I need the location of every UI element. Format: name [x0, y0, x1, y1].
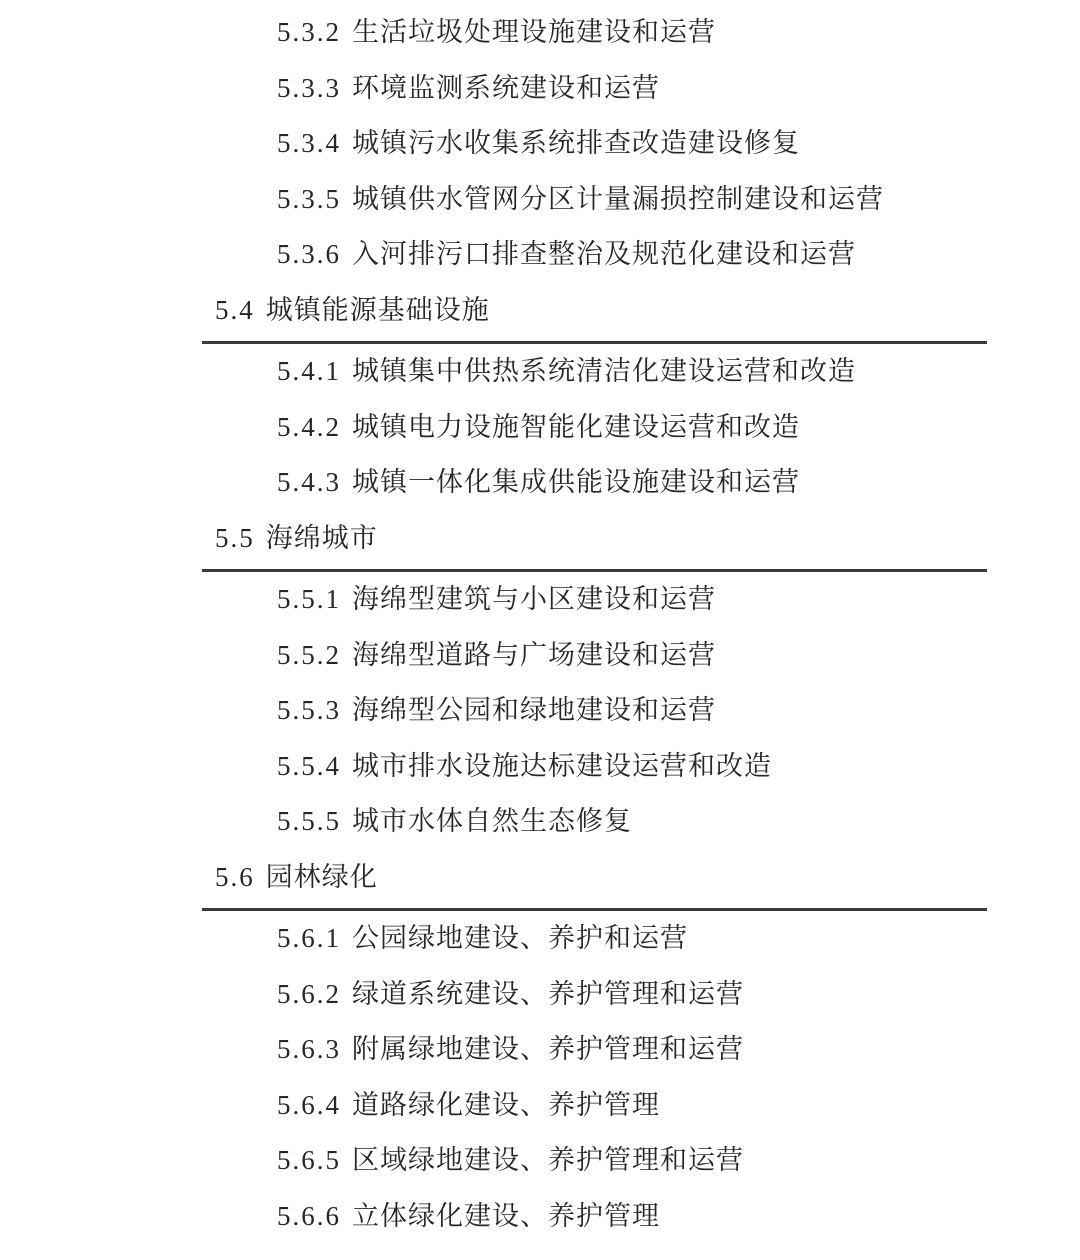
- item-title: 公园绿地建设、养护和运营: [352, 923, 688, 954]
- section-heading-5-4: [0, 283, 1080, 339]
- item-number: 5.5.4: [277, 750, 341, 781]
- item-number: 5.3.3: [277, 72, 341, 103]
- heading-number: 5.4: [215, 294, 255, 325]
- toc-item-5-5-2: [0, 628, 1080, 684]
- item-number: 5.6.5: [277, 1145, 341, 1176]
- item-number: 5.6.3: [277, 1034, 341, 1065]
- item-number: 5.4.2: [277, 411, 341, 442]
- toc-item-5-6-2: [0, 967, 1080, 1023]
- section-heading-5-6: [0, 850, 1080, 906]
- item-title: 绿道系统建设、养护管理和运营: [352, 978, 744, 1009]
- item-number: 5.3.5: [277, 183, 341, 214]
- item-title: 海绵型公园和绿地建设和运营: [352, 695, 716, 726]
- item-title: 环境监测系统建设和运营: [352, 72, 660, 103]
- toc-item-5-6-1: [0, 911, 1080, 967]
- heading-title: 海绵城市: [265, 522, 378, 553]
- item-title: 海绵型建筑与小区建设和运营: [352, 584, 716, 615]
- item-title: 入河排污口排查整治及规范化建设和运营: [352, 239, 856, 270]
- toc-item-5-5-5: [0, 794, 1080, 850]
- item-title: 道路绿化建设、养护管理: [352, 1089, 660, 1120]
- item-title: 区域绿地建设、养护管理和运营: [352, 1145, 744, 1176]
- item-title: 生活垃圾处理设施建设和运营: [352, 17, 716, 48]
- item-number: 5.5.5: [277, 806, 341, 837]
- heading-number: 5.5: [215, 522, 255, 553]
- item-title: 城市排水设施达标建设运营和改造: [352, 750, 772, 781]
- heading-title: 园林绿化: [265, 861, 378, 892]
- toc-item-5-4-3: [0, 455, 1080, 511]
- toc-item-5-6-5: [0, 1133, 1080, 1189]
- item-title: 城镇污水收集系统排查改造建设修复: [352, 128, 800, 159]
- item-number: 5.3.2: [277, 17, 341, 48]
- toc-item-5-6-6: [0, 1189, 1080, 1245]
- toc-item-5-4-1: [0, 344, 1080, 400]
- item-number: 5.5.3: [277, 695, 341, 726]
- toc-item-5-5-3: [0, 683, 1080, 739]
- item-number: 5.4.1: [277, 356, 341, 387]
- toc-item-5-3-2: [0, 5, 1080, 61]
- item-number: 5.4.3: [277, 467, 341, 498]
- toc-item-5-3-5: [0, 172, 1080, 228]
- item-title: 立体绿化建设、养护管理: [352, 1200, 660, 1231]
- toc-item-5-6-4: [0, 1078, 1080, 1134]
- item-title: 城镇集中供热系统清洁化建设运营和改造: [352, 356, 856, 387]
- item-number: 5.5.1: [277, 584, 341, 615]
- toc-item-5-3-4: [0, 116, 1080, 172]
- item-number: 5.6.4: [277, 1089, 341, 1120]
- toc-item-5-4-2: [0, 400, 1080, 456]
- item-title: 城市水体自然生态修复: [352, 806, 632, 837]
- item-title: 附属绿地建设、养护管理和运营: [352, 1034, 744, 1065]
- heading-title: 城镇能源基础设施: [265, 294, 490, 325]
- item-title: 城镇一体化集成供能设施建设和运营: [352, 467, 800, 498]
- toc-item-5-6-3: [0, 1022, 1080, 1078]
- item-title: 城镇电力设施智能化建设运营和改造: [352, 411, 800, 442]
- item-number: 5.6.1: [277, 923, 341, 954]
- toc-item-5-3-6: [0, 227, 1080, 283]
- item-number: 5.6.6: [277, 1200, 341, 1231]
- item-number: 5.6.2: [277, 978, 341, 1009]
- toc-item-5-3-3: [0, 61, 1080, 117]
- item-number: 5.5.2: [277, 639, 341, 670]
- item-number: 5.3.4: [277, 128, 341, 159]
- toc-item-5-5-1: [0, 572, 1080, 628]
- item-title: 城镇供水管网分区计量漏损控制建设和运营: [352, 183, 884, 214]
- item-number: 5.3.6: [277, 239, 341, 270]
- section-heading-5-5: [0, 511, 1080, 567]
- heading-number: 5.6: [215, 861, 255, 892]
- toc-item-5-5-4: [0, 739, 1080, 795]
- item-title: 海绵型道路与广场建设和运营: [352, 639, 716, 670]
